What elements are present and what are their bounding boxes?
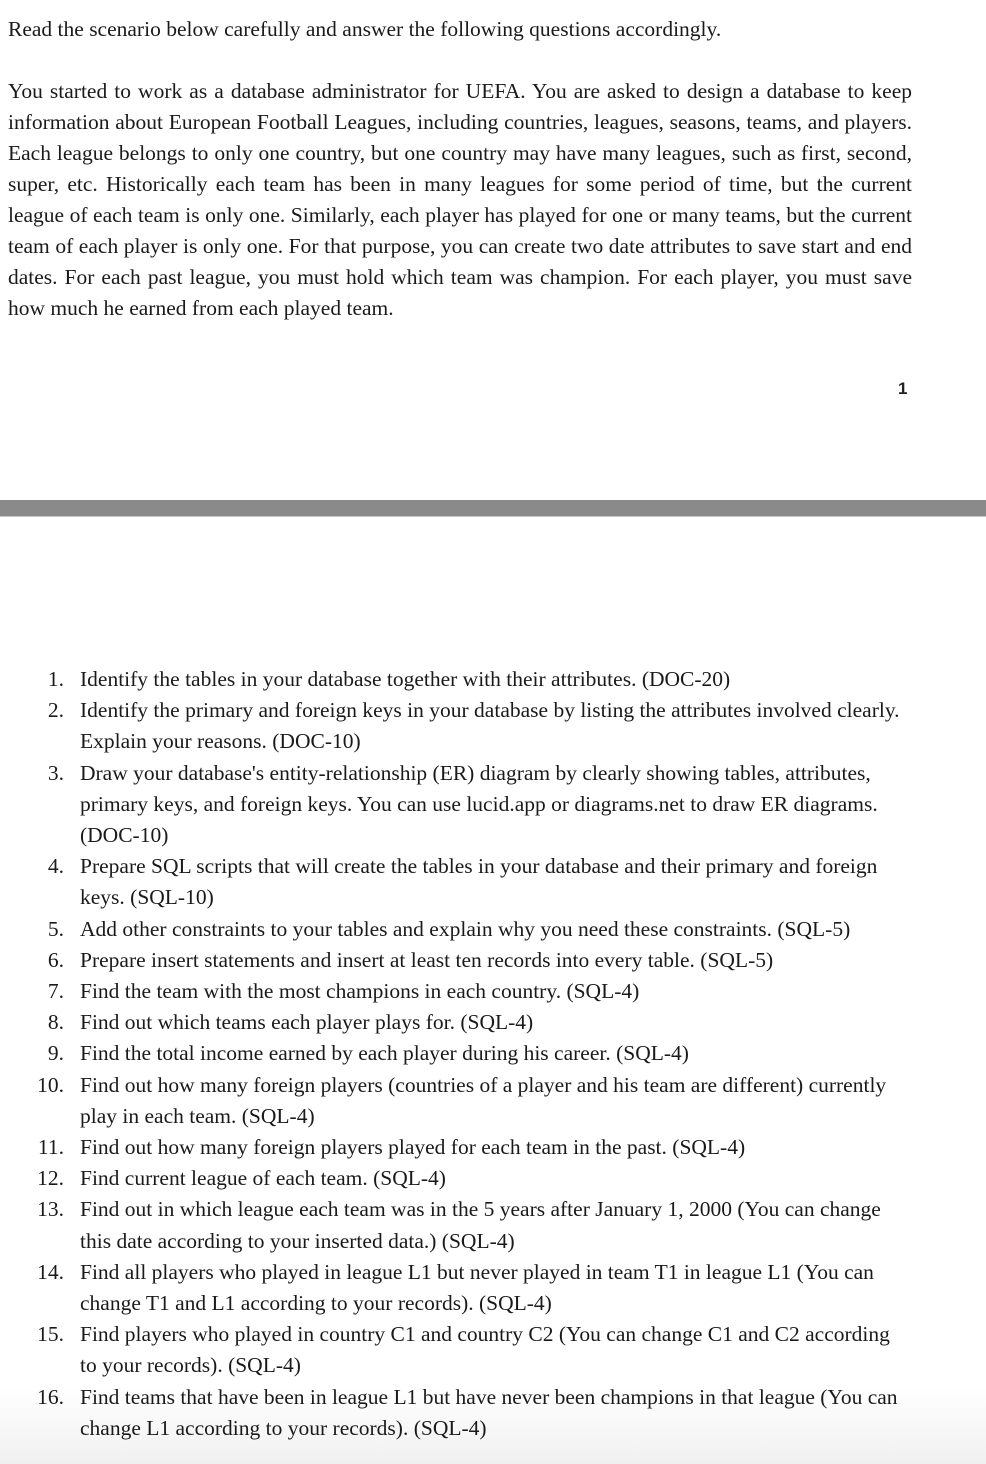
question-item — [0, 695, 900, 757]
question-number: 9. — [47, 1041, 64, 1066]
question-text: Prepare SQL scripts that will create the tables in your database and their primary and foreign keys. (SQL-10) — [80, 854, 878, 910]
question-number: 4. — [47, 854, 64, 879]
document-page-1 — [0, 0, 986, 500]
page-number: 1 — [898, 379, 908, 398]
question-text: Prepare insert statements and insert at least ten records into every table. (SQL-5) — [80, 947, 774, 972]
question-text: Find the team with the most champions in each country. (SQL-4) — [80, 979, 640, 1004]
question-number: 13. — [37, 1197, 64, 1222]
scenario-paragraph: You started to work as a database administrator for UEFA. You are asked to design a database to keep information about European Football Leagues, including countries, leagues, seasons, teams, and players. Each league belongs to only one country, but one country may have many leagues, such as first, second, super, etc. Historically each team has been in many leagues for some period of time, but the current league of each team is only one. Similarly, each player has played for one or many teams, but the current team of each player is only one. For that purpose, you can create two date attributes to save start and end dates. For each past league, you must hold which team was champion. For each player, you must save how much he earned from each played team. — [8, 79, 912, 320]
question-text: Find out which teams each player plays for. (SQL-4) — [80, 1010, 534, 1035]
question-number: 10. — [37, 1072, 64, 1097]
question-item — [0, 1070, 900, 1132]
question-item — [0, 1194, 900, 1256]
question-text: Add other constraints to your tables and explain why you need these constraints. (SQL-5) — [80, 916, 851, 941]
question-item — [0, 1007, 900, 1038]
question-item — [0, 1382, 900, 1444]
question-number: 1. — [47, 667, 64, 691]
question-number: 14. — [37, 1259, 64, 1284]
question-item — [0, 1257, 900, 1319]
question-item — [0, 1163, 900, 1194]
question-text: Find teams that have been in league L1 but have never been champions in that league (You can change L1 according to your records). (SQL-4) — [80, 1384, 898, 1440]
question-text: Find all players who played in league L1 but never played in team T1 in league L1 (You can change T1 and L1 according to your records). (SQL-4) — [80, 1259, 874, 1316]
question-item — [0, 1038, 900, 1069]
question-text: Find players who played in country C1 and country C2 (You can change C1 and C2 according to your records). (SQL-4) — [80, 1322, 890, 1378]
question-item — [0, 914, 900, 945]
question-number: 3. — [47, 760, 64, 785]
question-text: Draw your database's entity-relationship (ER) diagram by clearly showing tables, attributes, primary keys, and foreign keys. You can use lucid.app or diagrams.net to draw ER diagrams. (DOC-10) — [80, 760, 878, 848]
question-text: Find out how many foreign players (countries of a player and his team are different) currently play in each team. (SQL-4) — [80, 1072, 887, 1128]
question-number: 11. — [37, 1135, 64, 1160]
question-text: Find current league of each team. (SQL-4) — [80, 1166, 446, 1191]
page-separator — [0, 500, 986, 517]
question-item — [0, 851, 900, 913]
question-number: 12. — [37, 1166, 64, 1191]
question-number: 7. — [47, 979, 64, 1004]
question-number: 15. — [37, 1322, 64, 1347]
question-number: 2. — [47, 698, 64, 723]
question-number: 6. — [47, 947, 64, 972]
question-item — [0, 758, 900, 852]
question-number: 8. — [47, 1010, 64, 1035]
question-text: Find out in which league each team was in the 5 years after January 1, 2000 (You can change this date according to your inserted data.) (SQL-4) — [80, 1197, 881, 1253]
question-item — [0, 945, 900, 976]
question-item — [0, 976, 900, 1007]
question-number: 5. — [47, 916, 64, 941]
question-item — [0, 1132, 900, 1163]
question-list — [0, 664, 900, 1444]
question-item — [0, 1319, 900, 1381]
question-text: Identify the primary and foreign keys in your database by listing the attributes involved clearly. Explain your reasons. (DOC-10) — [80, 698, 900, 754]
question-number: 16. — [37, 1384, 64, 1409]
question-text: Find the total income earned by each player during his career. (SQL-4) — [80, 1041, 689, 1066]
intro-text: Read the scenario below carefully and answer the following questions accordingly. — [8, 17, 722, 41]
question-text: Find out how many foreign players played for each team in the past. (SQL-4) — [80, 1135, 746, 1160]
question-text: Identify the tables in your database together with their attributes. (DOC-20) — [80, 667, 731, 691]
question-item — [0, 664, 900, 695]
